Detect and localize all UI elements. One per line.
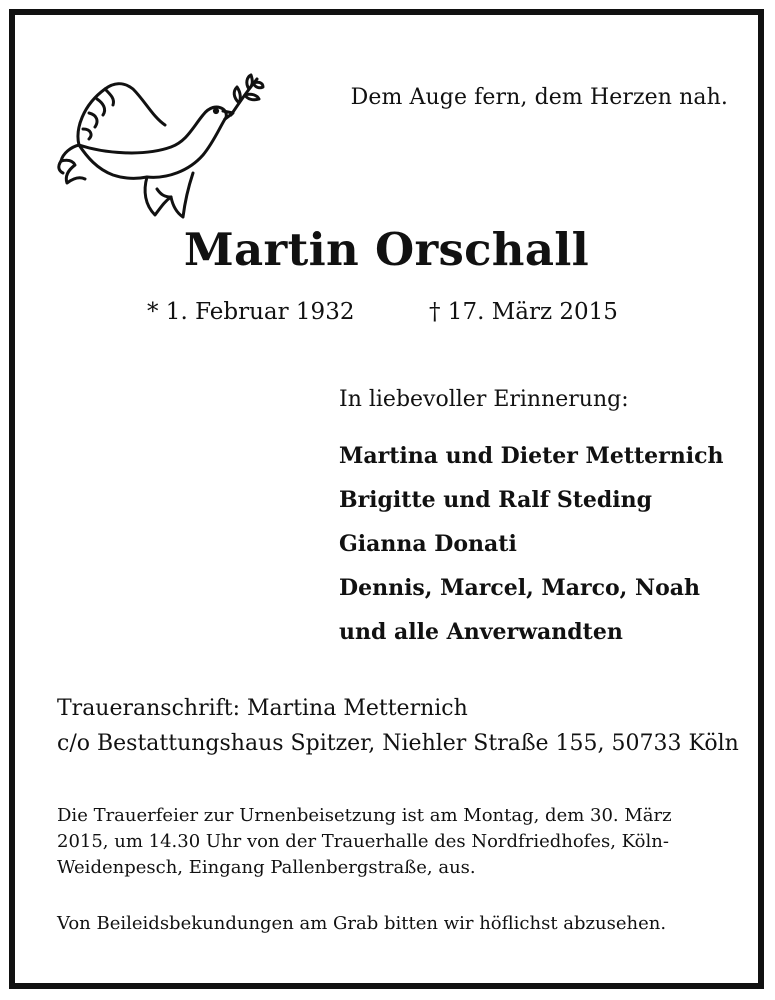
motto: Dem Auge fern, dem Herzen nah.	[350, 85, 728, 110]
mourner-name: Gianna Donati	[339, 531, 517, 557]
mourners-intro: In liebevoller Erinnerung:	[339, 387, 629, 412]
mourning-address	[57, 691, 739, 761]
death-date: † 17. März 2015	[429, 299, 618, 325]
deceased-name: Martin Orschall	[183, 223, 590, 276]
address-line-2: c/o Bestattungshaus Spitzer, Niehler Straße 155, 50733 Köln	[57, 731, 739, 756]
address-line-1: Traueranschrift: Martina Metternich	[57, 696, 468, 721]
dove-icon	[53, 67, 265, 223]
mourner-name: und alle Anverwandten	[339, 619, 623, 645]
closing-note: Von Beileidsbekundungen am Grab bitten wir höflichst abzusehen.	[57, 913, 667, 934]
mourners-block	[339, 387, 759, 654]
mourner-name: Dennis, Marcel, Marco, Noah	[339, 575, 701, 601]
mourner-name: Martina und Dieter Metternich	[339, 443, 724, 469]
obituary-frame	[9, 9, 764, 989]
ceremony-notice: Die Trauerfeier zur Urnenbeisetzung ist am Montag, dem 30. März 2015, um 14.30 Uhr von der Trauerhalle des Nordfriedhofes, Köln-Weidenpesch, Eingang Pallenbergstraße, aus.	[57, 805, 672, 878]
mourner-name: Brigitte und Ralf Steding	[339, 487, 652, 513]
birth-date: * 1. Februar 1932	[147, 299, 355, 325]
